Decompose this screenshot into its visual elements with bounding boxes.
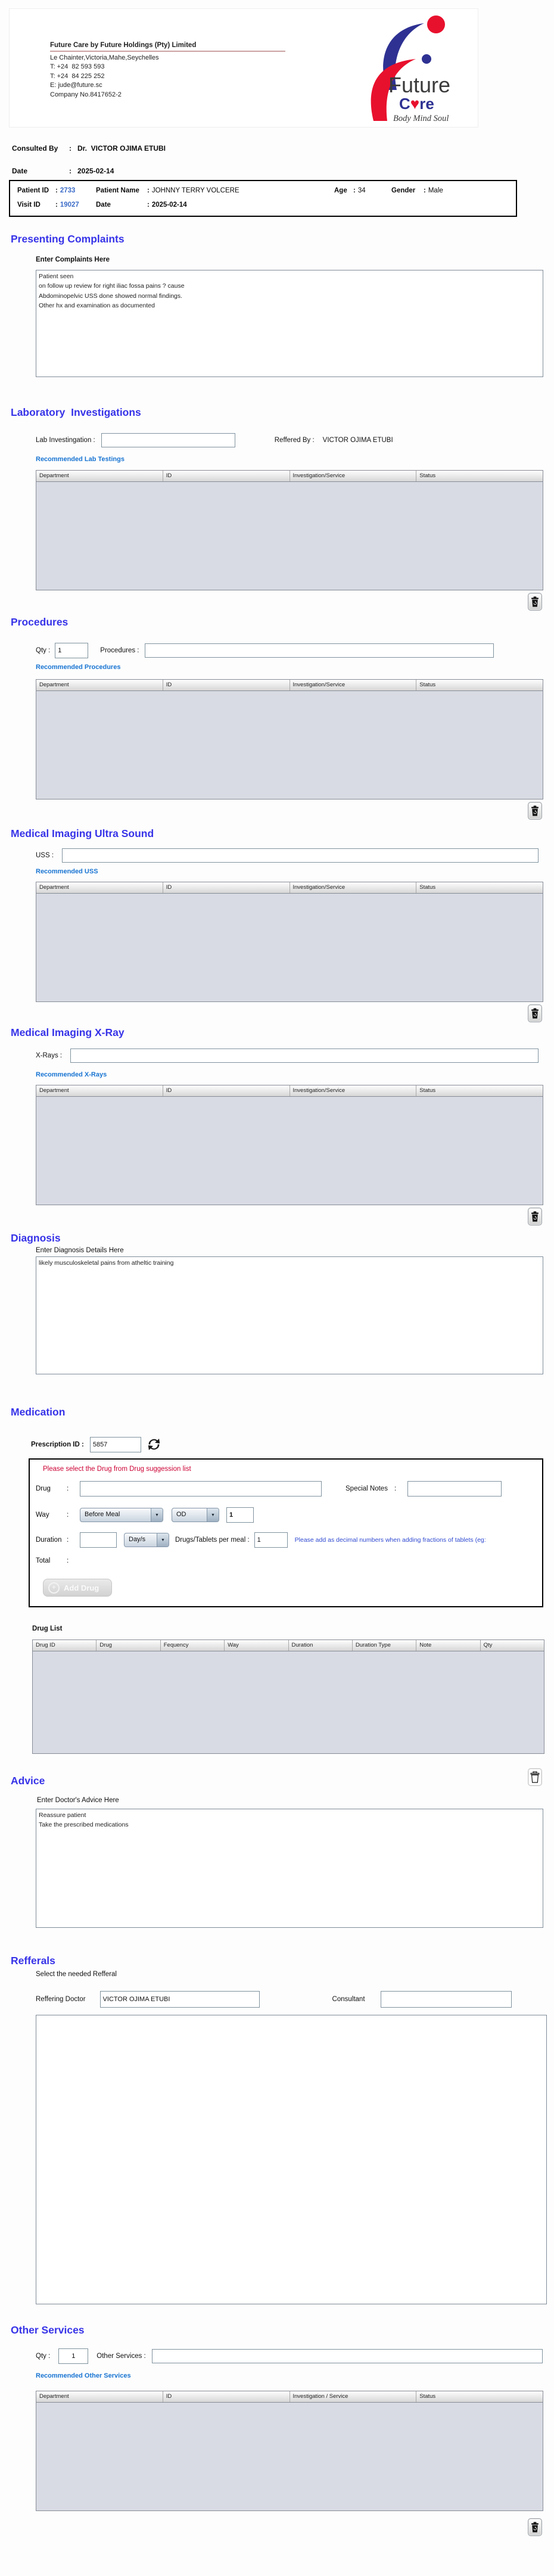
colon: : bbox=[67, 1536, 69, 1544]
recommended-xray-link[interactable]: Recommended X-Rays bbox=[36, 1071, 107, 1078]
drug-suggestion-note: Please select the Drug from Drug suggession list bbox=[43, 1466, 191, 1473]
chevron-down-icon: ▼ bbox=[157, 1533, 169, 1547]
company-address: Le Chainter,Victoria,Mahe,Seychelles bbox=[50, 54, 159, 61]
medication-entry-box bbox=[29, 1458, 543, 1607]
drug-list-body bbox=[33, 1651, 544, 1753]
column-department: Department bbox=[36, 471, 163, 481]
lab-delete-button[interactable] bbox=[528, 593, 542, 611]
drug-input[interactable] bbox=[80, 1481, 322, 1497]
lab-trash-row bbox=[0, 593, 554, 611]
procedures-table-header bbox=[36, 680, 543, 691]
column-investigation-service: Investigation / Service bbox=[290, 2391, 417, 2402]
other-services-qty-input[interactable] bbox=[58, 2348, 88, 2364]
refresh-icon bbox=[146, 1436, 162, 1452]
other-services-input-row bbox=[36, 2348, 554, 2364]
procedures-table bbox=[36, 679, 543, 799]
colon: : bbox=[67, 1557, 69, 1564]
advice-title: Advice bbox=[11, 1775, 45, 1787]
drug-list-label: Drug List bbox=[32, 1625, 63, 1632]
colon: : bbox=[55, 201, 58, 209]
uss-table-header bbox=[36, 882, 543, 894]
chevron-down-icon: ▼ bbox=[207, 1508, 219, 1522]
colon: : bbox=[147, 201, 150, 209]
prescription-id-input[interactable] bbox=[90, 1437, 141, 1452]
patient-info-box bbox=[9, 180, 517, 217]
duration-label: Duration bbox=[36, 1536, 62, 1544]
procedures-input-row bbox=[36, 643, 554, 658]
advice-label: Enter Doctor's Advice Here bbox=[37, 1797, 119, 1804]
column-duration: Duration bbox=[289, 1640, 353, 1651]
lab-table bbox=[36, 470, 543, 590]
column-id: ID bbox=[163, 882, 290, 893]
refferals-list-box bbox=[36, 2015, 547, 2304]
refresh-prescription-button[interactable] bbox=[146, 1436, 162, 1452]
uss-delete-button[interactable] bbox=[528, 1004, 542, 1022]
column-status: Status bbox=[419, 883, 436, 891]
column-investigation-service: Investigation/Service bbox=[290, 882, 417, 893]
company-logo bbox=[354, 14, 473, 126]
duration-row bbox=[36, 1532, 542, 1548]
refferals-input-row bbox=[36, 1991, 554, 2008]
total-label: Total bbox=[36, 1557, 51, 1564]
procedures-input[interactable] bbox=[145, 643, 494, 658]
colon: : bbox=[67, 1485, 69, 1492]
gender-label: Gender bbox=[391, 187, 416, 194]
company-header-card bbox=[9, 8, 478, 127]
presenting-complaints-title: Presenting Complaints bbox=[11, 233, 125, 245]
complaints-textarea[interactable] bbox=[36, 270, 543, 377]
column-department: Department bbox=[36, 680, 163, 690]
xray-trash-row bbox=[0, 1208, 554, 1225]
recommended-uss-link[interactable]: Recommended USS bbox=[36, 868, 98, 875]
prescription-id-label: Prescription ID : bbox=[31, 1441, 84, 1448]
trash-icon bbox=[531, 596, 539, 607]
column-status: Status bbox=[419, 472, 436, 479]
recommended-procedures-link[interactable]: Recommended Procedures bbox=[36, 664, 121, 671]
way-select[interactable]: Before Meal ▼ bbox=[80, 1508, 163, 1522]
company-phone-2: T: +24 84 225 252 bbox=[50, 72, 105, 80]
column-investigation-service: Investigation/Service bbox=[290, 680, 417, 690]
other-services-input[interactable] bbox=[152, 2349, 543, 2363]
drug-list-header bbox=[33, 1640, 544, 1651]
other-services-trash-row bbox=[0, 2518, 554, 2536]
column-department: Department bbox=[36, 1085, 163, 1096]
logo-tagline: Body Mind Soul bbox=[393, 114, 449, 123]
total-row bbox=[36, 1557, 542, 1564]
xray-delete-button[interactable] bbox=[528, 1208, 542, 1225]
column-id: ID bbox=[163, 680, 290, 690]
heart-icon: ♥ bbox=[410, 95, 420, 113]
xray-input[interactable] bbox=[70, 1049, 539, 1063]
patient-id-label: Patient ID bbox=[17, 187, 49, 194]
way-label: Way bbox=[36, 1511, 49, 1519]
company-email: E: jude@future.sc bbox=[50, 82, 102, 89]
colon: : bbox=[69, 144, 71, 153]
duration-type-select[interactable]: Day/s ▼ bbox=[124, 1533, 169, 1547]
column-duration-type: Duration Type bbox=[353, 1640, 416, 1651]
trash-icon bbox=[531, 2522, 539, 2533]
column-drug-id: Drug ID bbox=[33, 1640, 97, 1651]
complaints-label: Enter Complaints Here bbox=[36, 256, 110, 263]
plus-icon: + bbox=[48, 1582, 60, 1594]
other-services-table-body bbox=[36, 2403, 543, 2510]
column-id: ID bbox=[163, 471, 290, 481]
colon: : bbox=[424, 187, 426, 194]
diagnosis-textarea[interactable] bbox=[36, 1256, 543, 1374]
xray-table-header bbox=[36, 1085, 543, 1097]
uss-label: USS : bbox=[36, 852, 54, 859]
logo-word-future: Future bbox=[388, 73, 451, 97]
consultant-label: Consultant bbox=[332, 1996, 365, 2003]
uss-table-body bbox=[36, 894, 543, 1001]
column-qty: Qty bbox=[483, 1641, 493, 1648]
company-name: Future Care by Future Holdings (Pty) Limited bbox=[50, 42, 285, 52]
special-notes-input[interactable] bbox=[407, 1481, 502, 1497]
colon: : bbox=[67, 1511, 69, 1519]
other-services-qty-label: Qty : bbox=[36, 2353, 51, 2360]
procedures-title: Procedures bbox=[11, 616, 69, 628]
column-way: Way bbox=[225, 1640, 288, 1651]
column-status: Status bbox=[419, 2393, 436, 2400]
prescription-row bbox=[31, 1436, 554, 1452]
reffered-by-value: VICTOR OJIMA ETUBI bbox=[322, 437, 393, 444]
column-drug: Drug bbox=[97, 1640, 160, 1651]
uss-input[interactable] bbox=[62, 848, 539, 863]
consult-date-value: 2025-02-14 bbox=[77, 167, 114, 175]
recommended-lab-testings-link[interactable]: Recommended Lab Testings bbox=[36, 456, 125, 463]
age-label: Age bbox=[334, 187, 347, 194]
lab-table-header bbox=[36, 471, 543, 482]
patient-row-2 bbox=[17, 201, 510, 209]
patient-name-label: Patient Name bbox=[96, 187, 139, 194]
medication-title: Medication bbox=[11, 1406, 66, 1418]
column-fequency: Fequency bbox=[161, 1640, 225, 1651]
decimal-hint: Please add as decimal numbers when adding fractions of tablets (eg: bbox=[294, 1536, 486, 1544]
visit-id-label: Visit ID bbox=[17, 201, 41, 209]
uss-trash-row bbox=[0, 1004, 554, 1022]
gender-value: Male bbox=[428, 187, 443, 194]
procedures-label: Procedures : bbox=[100, 647, 139, 654]
trash-icon bbox=[531, 805, 539, 816]
trash-icon bbox=[530, 1771, 540, 1783]
visit-id-value: 19027 bbox=[60, 201, 79, 209]
age-value: 34 bbox=[357, 187, 366, 194]
lab-input-row bbox=[36, 433, 554, 447]
column-department: Department bbox=[36, 882, 163, 893]
colon: : bbox=[55, 187, 58, 194]
consultant-input[interactable] bbox=[381, 1991, 512, 2008]
xray-table bbox=[36, 1085, 543, 1205]
column-id: ID bbox=[163, 2391, 290, 2402]
xray-table-body bbox=[36, 1097, 543, 1205]
lab-table-body bbox=[36, 482, 543, 590]
colon: : bbox=[147, 187, 150, 194]
visit-date-label: Date bbox=[96, 201, 111, 209]
lab-investigation-label: Lab Investingation : bbox=[36, 437, 95, 444]
other-services-title: Other Services bbox=[11, 2324, 85, 2336]
logo-care-re: re bbox=[419, 95, 434, 113]
trash-icon bbox=[531, 1008, 539, 1019]
duration-input[interactable] bbox=[80, 1532, 117, 1548]
reffered-by-label: Reffered By : bbox=[274, 437, 315, 444]
advice-textarea[interactable] bbox=[36, 1809, 543, 1928]
column-note: Note bbox=[416, 1640, 480, 1651]
way-row bbox=[36, 1507, 542, 1523]
svg-text:C♥re bbox=[399, 95, 434, 113]
procedures-qty-label: Qty : bbox=[36, 647, 51, 654]
column-status: Status bbox=[419, 681, 436, 688]
procedures-trash-row bbox=[0, 802, 554, 820]
laboratory-title: Laboratory Investigations bbox=[11, 406, 141, 418]
visit-date-value: 2025-02-14 bbox=[151, 201, 187, 209]
xray-title: Medical Imaging X-Ray bbox=[11, 1026, 125, 1038]
column-id: ID bbox=[163, 1085, 290, 1096]
refferals-title: Refferals bbox=[11, 1955, 55, 1967]
other-services-label: Other Services : bbox=[97, 2353, 146, 2360]
other-services-delete-button[interactable] bbox=[528, 2518, 542, 2536]
column-status: Status bbox=[419, 1087, 436, 1094]
consult-date-label: Date bbox=[12, 167, 28, 175]
add-drug-button[interactable]: + Add Drug bbox=[43, 1579, 112, 1597]
lab-investigation-input[interactable] bbox=[101, 433, 235, 447]
drug-row bbox=[36, 1481, 542, 1497]
xray-label: X-Rays : bbox=[36, 1052, 63, 1059]
trash-icon bbox=[531, 1211, 539, 1222]
per-meal-input[interactable] bbox=[254, 1532, 288, 1548]
colon: : bbox=[69, 167, 71, 175]
xray-input-row bbox=[36, 1049, 554, 1063]
procedures-delete-button[interactable] bbox=[528, 802, 542, 820]
company-number: Company No.8417652-2 bbox=[50, 91, 122, 98]
patient-id-value: 2733 bbox=[60, 187, 76, 194]
way-qty-input[interactable] bbox=[226, 1507, 254, 1523]
chevron-down-icon: ▼ bbox=[151, 1508, 163, 1522]
diagnosis-label: Enter Diagnosis Details Here bbox=[36, 1247, 124, 1254]
procedures-qty-input[interactable] bbox=[55, 643, 88, 658]
patient-row-1 bbox=[17, 187, 510, 194]
colon: : bbox=[394, 1485, 397, 1492]
consultation-page bbox=[0, 8, 554, 2576]
drug-label: Drug bbox=[36, 1485, 51, 1492]
column-department: Department bbox=[36, 2391, 163, 2402]
refferals-subtitle: Select the needed Refferal bbox=[36, 1971, 117, 1978]
consulted-by-value: Dr. VICTOR OJIMA ETUBI bbox=[77, 144, 166, 153]
special-notes-label: Special Notes bbox=[346, 1485, 388, 1492]
company-phone-1: T: +24 82 593 593 bbox=[50, 63, 105, 70]
procedures-table-body bbox=[36, 691, 543, 799]
column-investigation-service: Investigation/Service bbox=[290, 1085, 417, 1096]
reffering-doctor-label: Reffering Doctor bbox=[36, 1996, 86, 2003]
uss-table bbox=[36, 882, 543, 1002]
column-investigation-service: Investigation/Service bbox=[290, 471, 417, 481]
advice-delete-button[interactable] bbox=[528, 1768, 542, 1786]
uss-title: Medical Imaging Ultra Sound bbox=[11, 827, 154, 839]
diagnosis-title: Diagnosis bbox=[11, 1232, 61, 1244]
consulted-by-label: Consulted By bbox=[12, 144, 58, 153]
other-services-table-header bbox=[36, 2391, 543, 2403]
future-care-logo-icon bbox=[354, 14, 473, 126]
recommended-other-services-link[interactable]: Recommended Other Services bbox=[36, 2372, 131, 2379]
drug-list-table bbox=[32, 1639, 544, 1754]
reffering-doctor-input[interactable] bbox=[100, 1991, 260, 2008]
uss-input-row bbox=[36, 848, 554, 863]
company-info bbox=[50, 42, 300, 127]
other-services-table bbox=[36, 2391, 543, 2511]
per-meal-label: Drugs/Tablets per meal : bbox=[175, 1536, 250, 1544]
frequency-select[interactable]: OD ▼ bbox=[172, 1508, 219, 1522]
consult-date-row bbox=[12, 167, 554, 175]
patient-name-value: JOHNNY TERRY VOLCERE bbox=[151, 187, 239, 194]
consulted-by-row bbox=[12, 144, 554, 153]
logo-care-c: C bbox=[399, 95, 410, 113]
colon: : bbox=[353, 187, 356, 194]
